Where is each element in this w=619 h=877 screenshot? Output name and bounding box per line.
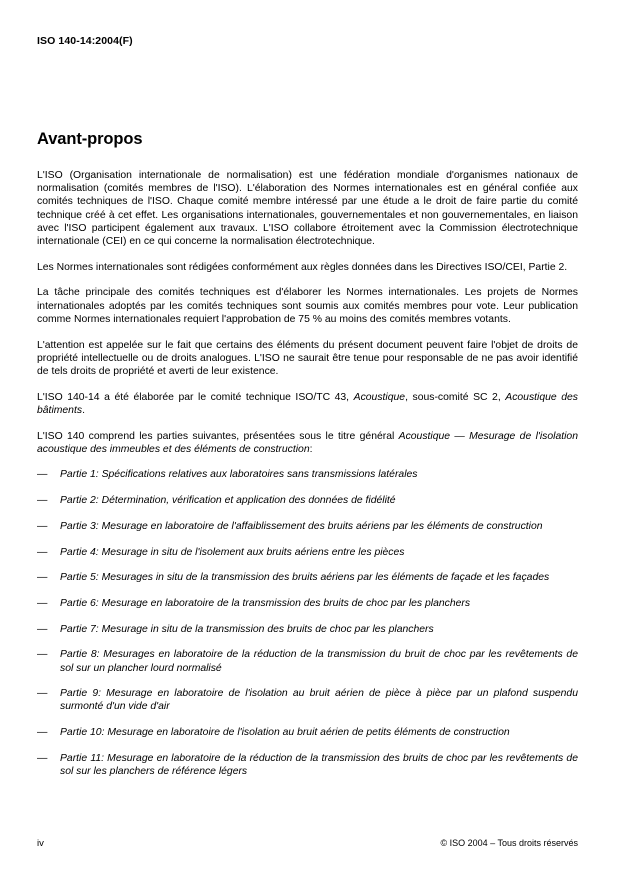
committee-suffix: . bbox=[82, 404, 85, 416]
parts-intro-suffix: : bbox=[309, 443, 313, 455]
em-dash-icon: — bbox=[37, 649, 48, 661]
em-dash-icon: — bbox=[37, 727, 48, 739]
em-dash-icon: — bbox=[37, 546, 48, 558]
committee-paragraph bbox=[37, 391, 578, 417]
committee-italic-acoustique: Acoustique bbox=[353, 391, 406, 403]
em-dash-icon: — bbox=[37, 752, 48, 764]
committee-prefix: L'ISO 140-14 a été élaborée par le comité technique ISO/TC 43, bbox=[37, 391, 354, 403]
em-dash-icon: — bbox=[37, 469, 48, 481]
list-item bbox=[37, 752, 578, 778]
list-item bbox=[37, 546, 578, 559]
em-dash-icon: — bbox=[37, 495, 48, 507]
list-item bbox=[37, 571, 578, 584]
page-content bbox=[37, 130, 578, 791]
em-dash-icon: — bbox=[37, 572, 48, 584]
em-dash-icon: — bbox=[37, 688, 48, 700]
committee-italic-acoustique-batiments: Acoustique des bâtiments bbox=[37, 391, 578, 416]
list-item-label: Partie 8: Mesurages en laboratoire de la réduction de la transmission du bruit de choc par les revêtements de sol sur un plancher lourd normalisé bbox=[60, 649, 578, 674]
em-dash-icon: — bbox=[37, 520, 48, 532]
paragraph-3: La tâche principale des comités techniques est d'élaborer les Normes internationales. Les projets de Normes internationales adoptés par les comités techniques sont soumis aux comités membres pour vote. Leur publication comme Normes internationales requiert l'approbation de 75 % au moins des comités membres votants. bbox=[37, 287, 578, 325]
em-dash-icon: — bbox=[37, 623, 48, 635]
list-item bbox=[37, 597, 578, 610]
em-dash-icon: — bbox=[37, 597, 48, 609]
page-footer bbox=[37, 838, 578, 849]
paragraph-4: L'attention est appelée sur le fait que certains des éléments du présent document peuvent faire l'objet de droits de propriété intellectuelle ou de droits analogues. L'ISO ne saurait être tenue pour responsable de ne pas avoir identifié de tels droits de propriété et averti de leur existence. bbox=[37, 339, 578, 377]
list-item bbox=[37, 468, 578, 481]
list-item-label: Partie 2: Détermination, vérification et application des données de fidélité bbox=[60, 495, 396, 507]
list-item-label: Partie 4: Mesurage in situ de l'isolement aux bruits aériens entre les pièces bbox=[60, 546, 405, 558]
list-item-label: Partie 7: Mesurage in situ de la transmission des bruits de choc par les planchers bbox=[60, 623, 434, 635]
list-item bbox=[37, 623, 578, 636]
page-title: Avant-propos bbox=[37, 130, 143, 148]
list-item-label: Partie 11: Mesurage en laboratoire de la réduction de la transmission des bruits de choc par les revêtements de sol sur les planchers de référence légers bbox=[60, 752, 578, 778]
paragraph-1: L'ISO (Organisation internationale de normalisation) est une fédération mondiale d'organismes nationaux de normalisation (comités membres de l'ISO). L'élaboration des Normes internationales est en général confiée aux comités techniques de l'ISO. Chaque comité membre intéressé par une étude a le droit de faire partie du comité technique créé à cet effet. Les organisations internationales, gouvernementales et non gouvernementales, en liaison avec l'ISO participent également aux travaux. L'ISO collabore étroitement avec la Commission électrotechnique internationale (CEI) en ce qui concerne la normalisation électrotechnique. bbox=[37, 170, 578, 248]
list-item bbox=[37, 494, 578, 507]
paragraph-2: Les Normes internationales sont rédigées conformément aux règles données dans les Directives ISO/CEI, Partie 2. bbox=[37, 261, 568, 273]
copyright-notice: © ISO 2004 – Tous droits réservés bbox=[440, 838, 578, 848]
list-item-label: Partie 6: Mesurage en laboratoire de la transmission des bruits de choc par les planchers bbox=[60, 597, 471, 609]
list-item-label: Partie 10: Mesurage en laboratoire de l'isolation au bruit aérien de petits éléments de construction bbox=[60, 727, 510, 739]
list-item bbox=[37, 520, 578, 533]
list-item-label: Partie 9: Mesurage en laboratoire de l'isolation au bruit aérien de pièce à pièce par un plafond suspendu surmonté d'un vide d'air bbox=[60, 688, 578, 713]
parts-intro-prefix: L'ISO 140 comprend les parties suivantes, présentées sous le titre général bbox=[37, 430, 399, 442]
running-head: ISO 140-14:2004(F) bbox=[37, 35, 133, 47]
list-item-label: Partie 5: Mesurages in situ de la transmission des bruits aériens par les éléments de façade et les façades bbox=[60, 572, 550, 584]
list-item bbox=[37, 687, 578, 713]
list-item bbox=[37, 648, 578, 674]
parts-intro-italic-title: Acoustique — Mesurage de l'isolation acoustique des immeubles et des éléments de construction bbox=[37, 430, 578, 455]
list-item-label: Partie 3: Mesurage en laboratoire de l'affaiblissement des bruits aériens par les éléments de construction bbox=[60, 520, 543, 532]
list-item-label: Partie 1: Spécifications relatives aux laboratoires sans transmissions latérales bbox=[60, 469, 418, 481]
list-item bbox=[37, 726, 578, 739]
parts-list bbox=[37, 468, 578, 778]
parts-intro-paragraph bbox=[37, 430, 578, 456]
committee-middle: , sous-comité SC 2, bbox=[405, 391, 506, 403]
page-number: iv bbox=[37, 838, 44, 849]
